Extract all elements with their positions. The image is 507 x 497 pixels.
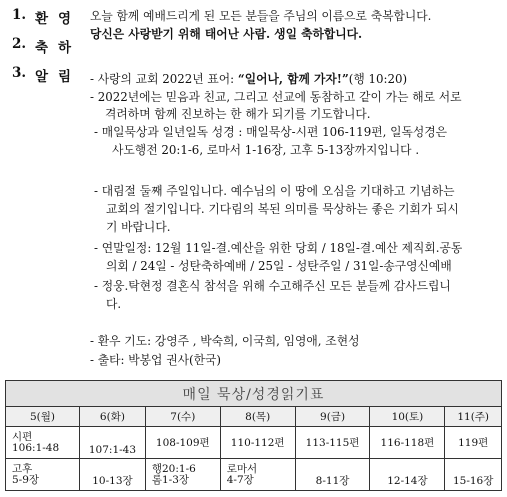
prayer-line: - 환우 기도: 강영주 , 박숙희, 이국희, 임영애, 조현성 [90, 334, 360, 348]
day-header: 6(화) [80, 407, 146, 427]
meditation-cell: 110-112편 [220, 427, 295, 459]
birthday-line: 당신은 사랑받기 위해 태어난 사람. 생일 축하합니다. [90, 27, 363, 41]
notice-advent-line-3: 기 바랍니다. [106, 220, 171, 234]
notice-advent-line-2: 교회의 절기입니다. 기다림의 복된 의미를 묵상하는 좋은 기회가 되시 [106, 202, 459, 216]
day-header: 7(수) [145, 407, 220, 427]
bible-reading-cell [6, 459, 80, 491]
notice-2022-line-1: - 2022년에는 믿음과 친교, 그리고 선교에 동참하고 같이 가는 해로 서로 [90, 90, 462, 104]
reading-table [5, 380, 502, 491]
notice-thanks-line-1: - 정웅.탁현정 결혼식 참석을 위해 수고해주신 모든 분들께 감사드립니 [94, 279, 451, 293]
welcome-line: 오늘 함께 예배드리게 된 모든 분들을 주님의 이름으로 축복합니다. [90, 9, 432, 23]
cell-line: 고후 [12, 463, 33, 475]
notice-bible-line-2: 사도행전 20:1-6, 로마서 1-16장, 고후 5-13장까지입니다 . [112, 143, 420, 157]
bible-reading-cell: 12-14장 [370, 459, 445, 491]
cell-line: 롬1-3장 [151, 473, 190, 486]
meditation-cell: 113-115편 [295, 427, 370, 459]
section-3-number: 3. [12, 65, 27, 81]
meditation-cell: 107:1-43 [80, 427, 146, 459]
day-header: 10(토) [370, 407, 445, 427]
meditation-cell: 116-118편 [370, 427, 445, 459]
section-2-number: 2. [12, 36, 27, 52]
travel-line: - 출타: 박봉업 권사(한국) [90, 353, 221, 367]
cell-line: 5-9장 [12, 473, 40, 486]
cell-line: 106:1-48 [12, 441, 60, 454]
bible-reading-cell [145, 459, 220, 491]
motto-line [90, 71, 407, 87]
notice-schedule-line-1: - 연말일정: 12월 11일-결.예산을 위한 당회 / 18일-결.예산 제직회.공동 [94, 241, 463, 255]
section-2-title: 축하 [35, 40, 82, 56]
notice-advent-line-1: - 대림절 둘째 주일입니다. 예수님의 이 땅에 오심을 기대하고 기념하는 [94, 184, 455, 198]
motto-reference: (행 10:20) [348, 72, 408, 86]
day-header: 11(주) [445, 407, 502, 427]
bible-reading-cell: 10-13장 [80, 459, 146, 491]
notice-thanks-line-2: 다. [106, 297, 122, 311]
notice-2022-line-2: 격려하며 함께 진보하는 한 해가 되기를 기도합니다. [105, 107, 371, 121]
meditation-cell: 108-109편 [145, 427, 220, 459]
cell-line: 행20:1-6 [151, 463, 196, 475]
cell-line: 로마서 [226, 463, 258, 475]
day-header: 9(금) [295, 407, 370, 427]
motto-prefix: - 사랑의 교회 2022년 표어: [90, 72, 238, 86]
reading-table-title: 매일 묵상/성경읽기표 [6, 381, 502, 407]
meditation-cell [6, 427, 80, 459]
motto-text: “일어나, 함께 가자!” [237, 72, 349, 86]
day-header: 5(월) [6, 407, 80, 427]
meditation-cell: 119편 [445, 427, 502, 459]
notice-bible-line-1: - 매일묵상과 일년일독 성경 : 매일묵상-시편 106-119편, 일독성경은 [94, 125, 448, 139]
section-3-title: 알림 [35, 69, 82, 85]
bible-reading-cell: 8-11장 [295, 459, 370, 491]
notice-schedule-line-2: 의회 / 24일 - 성탄축하예배 / 25일 - 성탄주일 / 31일-송구영신예배 [106, 259, 452, 273]
section-1-number: 1. [12, 7, 27, 23]
cell-line: 4-7장 [226, 473, 254, 486]
bible-reading-cell [220, 459, 295, 491]
bible-reading-cell: 15-16장 [445, 459, 502, 491]
section-1-title: 환영 [35, 11, 82, 27]
cell-line: 시편 [12, 431, 33, 443]
day-header: 8(목) [220, 407, 295, 427]
